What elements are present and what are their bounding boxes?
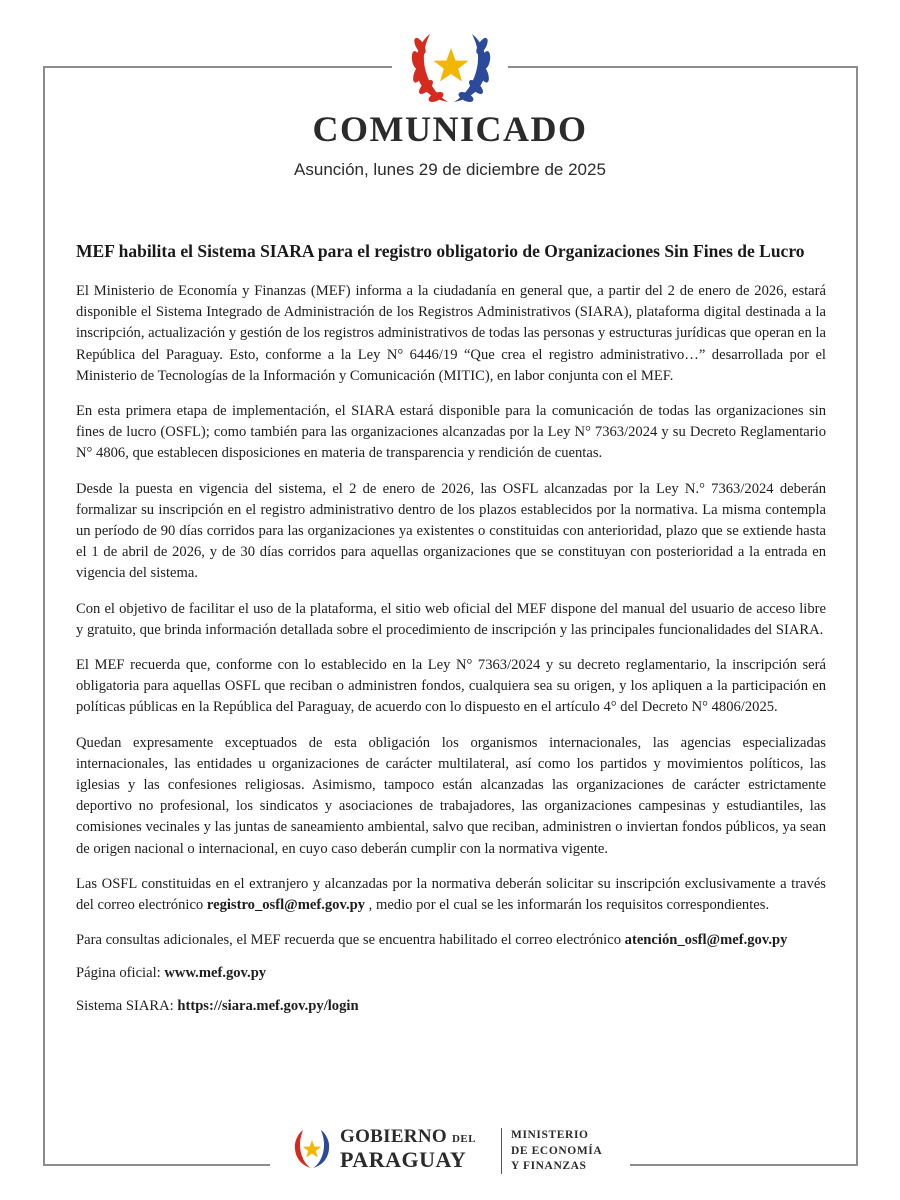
official-page-line (76, 963, 826, 984)
paragraph-exceptions: Quedan expresamente exceptuados de esta obligación los organismos internacionales, las agencias especializadas internacionales, las entidades u organizaciones de carácter multilateral, así como los partidos y movimientos políticos, las iglesias y las confesiones religiosas. Asimismo, tampoco están alcanzadas las organizaciones de carácter estrictamente deportivo no profesional, los sindicatos y asociaciones de trabajadores, las organizaciones campesinas y estudiantiles, las comisiones vecinales y las juntas de saneamiento ambiental, salvo que reciban, administren o inviertan fondos públicos, ya sean de origen nacional o internacional, en cuyo caso deberán cumplir con la normativa vigente. (76, 734, 826, 857)
gov-logo-word: GOBIERNO (340, 1126, 447, 1147)
footer-divider (501, 1128, 502, 1174)
consultas-line (76, 930, 826, 951)
ministry-line3: Y FINANZAS (511, 1160, 587, 1172)
siara-system-line (76, 996, 826, 1017)
paragraph-manual: Con el objetivo de facilitar el uso de la plataforma, el sitio web oficial del MEF dispone del manual del usuario de acceso libre y gratuito, que brinda información detallada sobre el procedimiento de inscripción y las principales funcionalidades del SIARA. (76, 600, 826, 638)
foreign-osfl-text: Las OSFL constituidas en el extranjero y alcanzadas por la normativa deberán solicitar su inscripción exclusivamente a través del correo electrónico (76, 875, 826, 914)
paragraph-obligation: El MEF recuerda que, conforme con lo establecido en la Ley N° 7363/2024 y su decreto reglamentario, la inscripción será obligatoria para aquellas OSFL que reciban o administren fondos, cualquiera sea su origen, y los apliquen a la participación en políticas públicas en la República del Paraguay, de acuerdo con lo dispuesto en el artículo 4° del Decreto N° 4806/2025. (76, 657, 826, 716)
paraguay-seal-icon (408, 26, 494, 108)
siara-system-link[interactable]: https://siara.mef.gov.py/login (177, 998, 359, 1015)
ministry-line2: DE ECONOMÍA (511, 1144, 603, 1157)
official-page-link[interactable]: www.mef.gov.py (164, 965, 267, 982)
atencion-email-link[interactable]: atención_osfl@mef.gov.py (624, 932, 788, 949)
official-page-label: Página oficial: (76, 965, 165, 982)
registro-email-link[interactable]: registro_osfl@mef.gov.py (206, 897, 366, 914)
foreign-osfl-text-end: , medio por el cual se les informarán los requisitos correspondientes. (365, 897, 770, 914)
gov-logo-line1 (340, 1126, 476, 1148)
gov-logo-del: DEL (451, 1133, 477, 1145)
headline: MEF habilita el Sistema SIARA para el registro obligatorio de Organizaciones Sin Fines de Lucro (76, 241, 805, 261)
ministry-line1: MINISTERIO (511, 1129, 589, 1141)
siara-system-label: Sistema SIARA: (76, 998, 178, 1015)
footer-seal-icon (292, 1126, 332, 1170)
document-body (76, 240, 826, 1029)
date-line: Asunción, lunes 29 de diciembre de 2025 (294, 160, 606, 179)
ministry-name (511, 1128, 602, 1175)
paragraph-intro: El Ministerio de Economía y Finanzas (MEF) informa a la ciudadanía en general que, a partir del 2 de enero de 2026, estará disponible el Sistema Integrado de Administración de los Registros Administrativos (SIARA), plataforma digital destinada a la inscripción, actualización y gestión de los registros administrativos de todas las personas y estructuras jurídicas que operan en la República del Paraguay. Esto, conforme a la Ley N° 6446/19 “Que crea el registro administrativo…” desarrollada por el Ministerio de Tecnologías de la Información y Comunicación (MITIC), en labor conjunta con el MEF. (76, 283, 826, 384)
paragraph-foreign-osfl (76, 874, 826, 916)
paragraph-first-stage: En esta primera etapa de implementación, el SIARA estará disponible para la comunicación de todas las organizaciones sin fines de lucro (OSFL); como también para las organizaciones alcanzadas por la Ley N° 7363/2024 y su Decreto Reglamentario N° 4806, que establecen disposiciones en materia de transparencia y rendición de cuentas. (76, 403, 826, 462)
consultas-text: Para consultas adicionales, el MEF recuerda que se encuentra habilitado el correo electrónico (76, 932, 625, 949)
paragraph-deadlines: Desde la puesta en vigencia del sistema, el 2 de enero de 2026, las OSFL alcanzadas por la Ley N.° 7363/2024 deberán formalizar su inscripción en el registro administrativo dentro de los plazos establecidos por la normativa. La misma contempla un período de 90 días corridos para las organizaciones ya existentes o constituidas con anterioridad, plazo que se extiende hasta el 1 de abril de 2026, y de 30 días corridos para aquellas organizaciones que se constituyan con posterioridad a la entrada en vigencia del sistema. (76, 480, 826, 582)
document-title: COMUNICADO (312, 109, 588, 149)
gov-logo-line2: PARAGUAY (340, 1147, 467, 1172)
